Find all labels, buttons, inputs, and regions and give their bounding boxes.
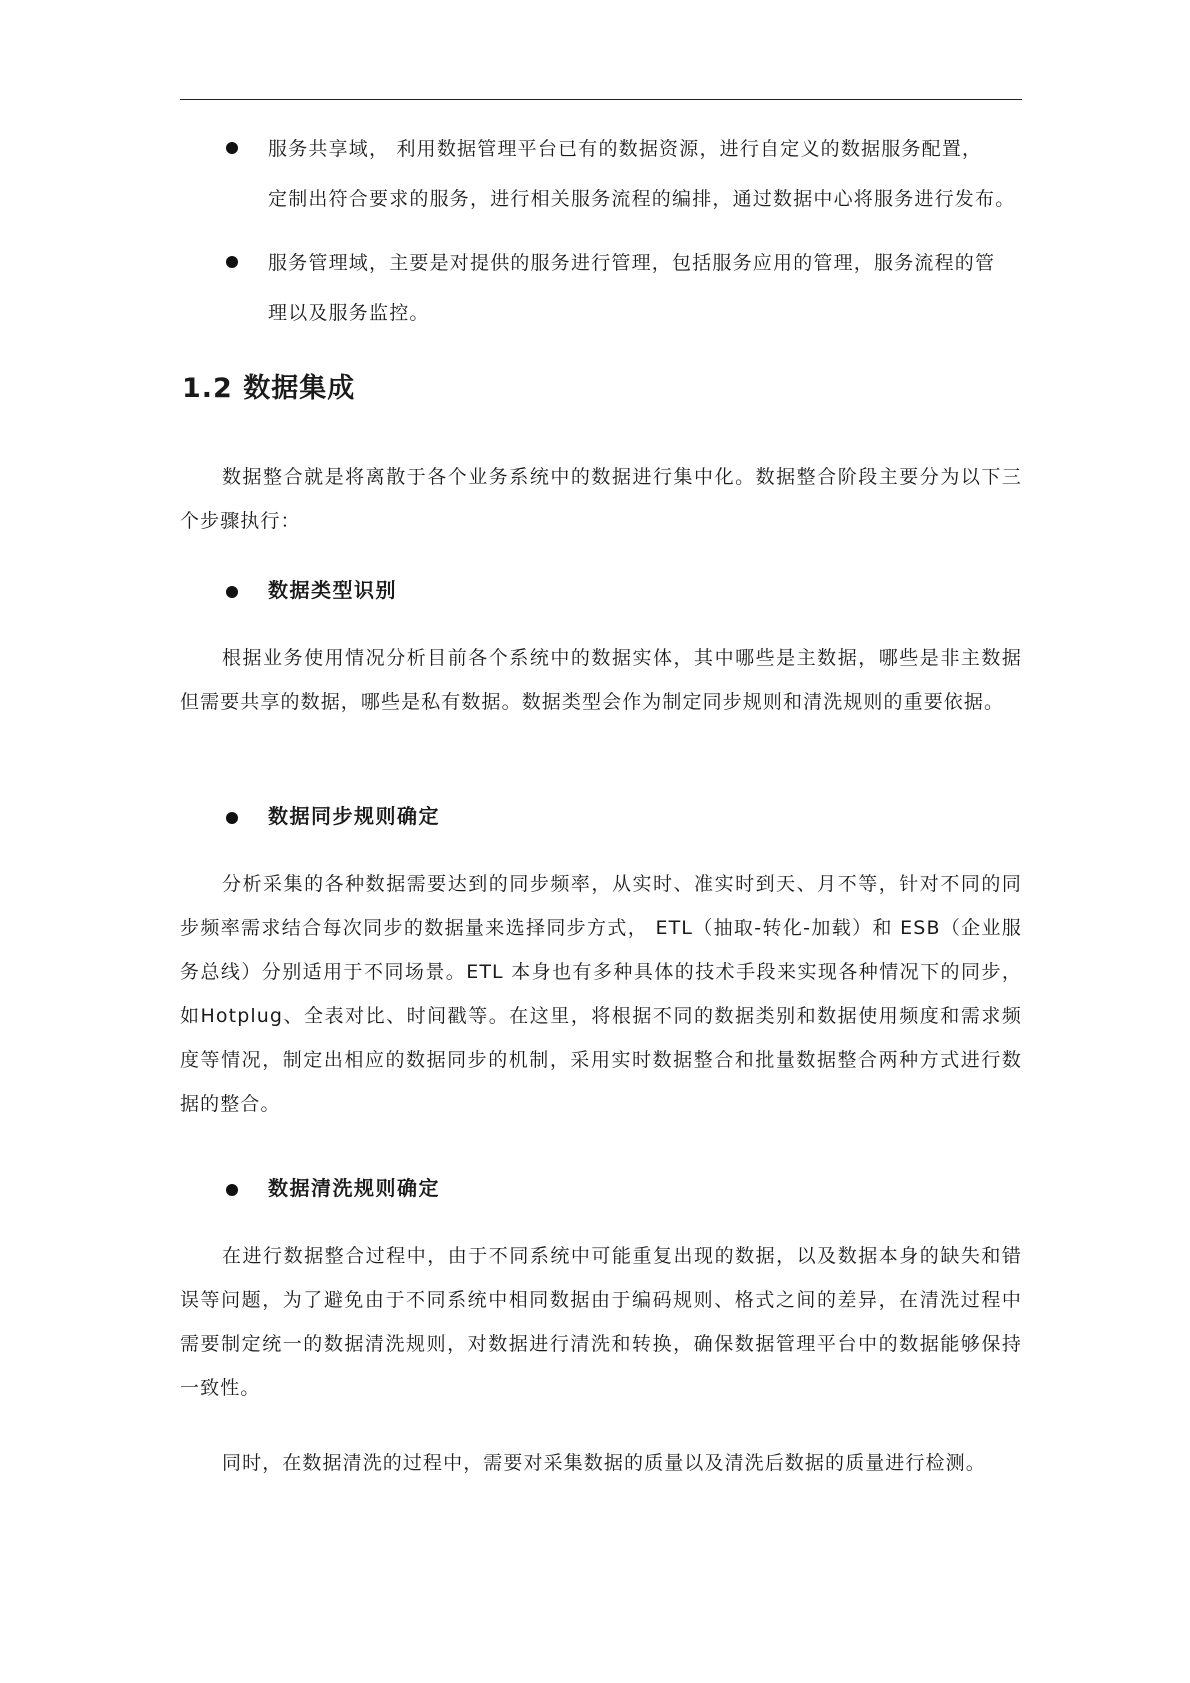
- bullet-dot-icon: [226, 256, 238, 268]
- step-title: 数据类型识别: [268, 578, 397, 602]
- step-title: 数据同步规则确定: [268, 804, 440, 828]
- header-rule: [180, 99, 1022, 100]
- bullet-service-management: [180, 238, 1022, 338]
- step-heading-sync-rules: [180, 800, 440, 829]
- intro-paragraph: 数据整合就是将离散于各个业务系统中的数据进行集中化。数据整合阶段主要分为以下三个步骤执行：: [180, 466, 1022, 532]
- step-heading-cleansing-rules: [180, 1172, 440, 1201]
- step-paragraph: 在进行数据整合过程中，由于不同系统中可能重复出现的数据，以及数据本身的缺失和错误等问题，为了避免由于不同系统中相同数据由于编码规则、格式之间的差异，在清洗过程中需要制定统一的数据清洗规则，对数据进行清洗和转换，确保数据管理平台中的数据能够保持一致性。: [180, 1245, 1022, 1399]
- step-heading-data-type: [180, 574, 397, 603]
- bullet-line: 定制出符合要求的服务，进行相关服务流程的编排，通过数据中心将服务进行发布。: [268, 188, 1016, 210]
- step-paragraph: 分析采集的各种数据需要达到的同步频率，从实时、准实时到天、月不等，针对不同的同步频率需求结合每次同步的数据量来选择同步方式， ETL（抽取-转化-加载）和 ESB（企业服务总线）分别适用于不同场景。ETL 本身也有多种具体的技术手段来实现各种情况下的同步，如Hotplug、全表对比、时间戳等。在这里，将根据不同的数据类别和数据使用频度和需求频度等情况，制定出相应的数据同步的机制，采用实时数据整合和批量数据整合两种方式进行数据的整合。: [180, 873, 1022, 1115]
- bullet-line: 服务管理域，主要是对提供的服务进行管理，包括服务应用的管理，服务流程的管: [268, 252, 996, 274]
- step-paragraph: 根据业务使用情况分析目前各个系统中的数据实体，其中哪些是主数据，哪些是非主数据但需要共享的数据，哪些是私有数据。数据类型会作为制定同步规则和清洗规则的重要依据。: [180, 647, 1022, 713]
- bullet-dot-icon: [226, 1184, 238, 1196]
- step-title: 数据清洗规则确定: [268, 1176, 440, 1200]
- bullet-dot-icon: [226, 586, 238, 598]
- bullet-dot-icon: [226, 142, 238, 154]
- bullet-service-sharing: [180, 124, 1022, 224]
- closing-paragraph: 同时，在数据清洗的过程中，需要对采集数据的质量以及清洗后数据的质量进行检测。: [222, 1452, 986, 1474]
- section-heading: 1.2 数据集成: [182, 373, 356, 404]
- bullet-line: 理以及服务监控。: [268, 302, 430, 324]
- bullet-line: 服务共享域， 利用数据管理平台已有的数据资源，进行自定义的数据服务配置，: [268, 138, 983, 160]
- bullet-dot-icon: [226, 812, 238, 824]
